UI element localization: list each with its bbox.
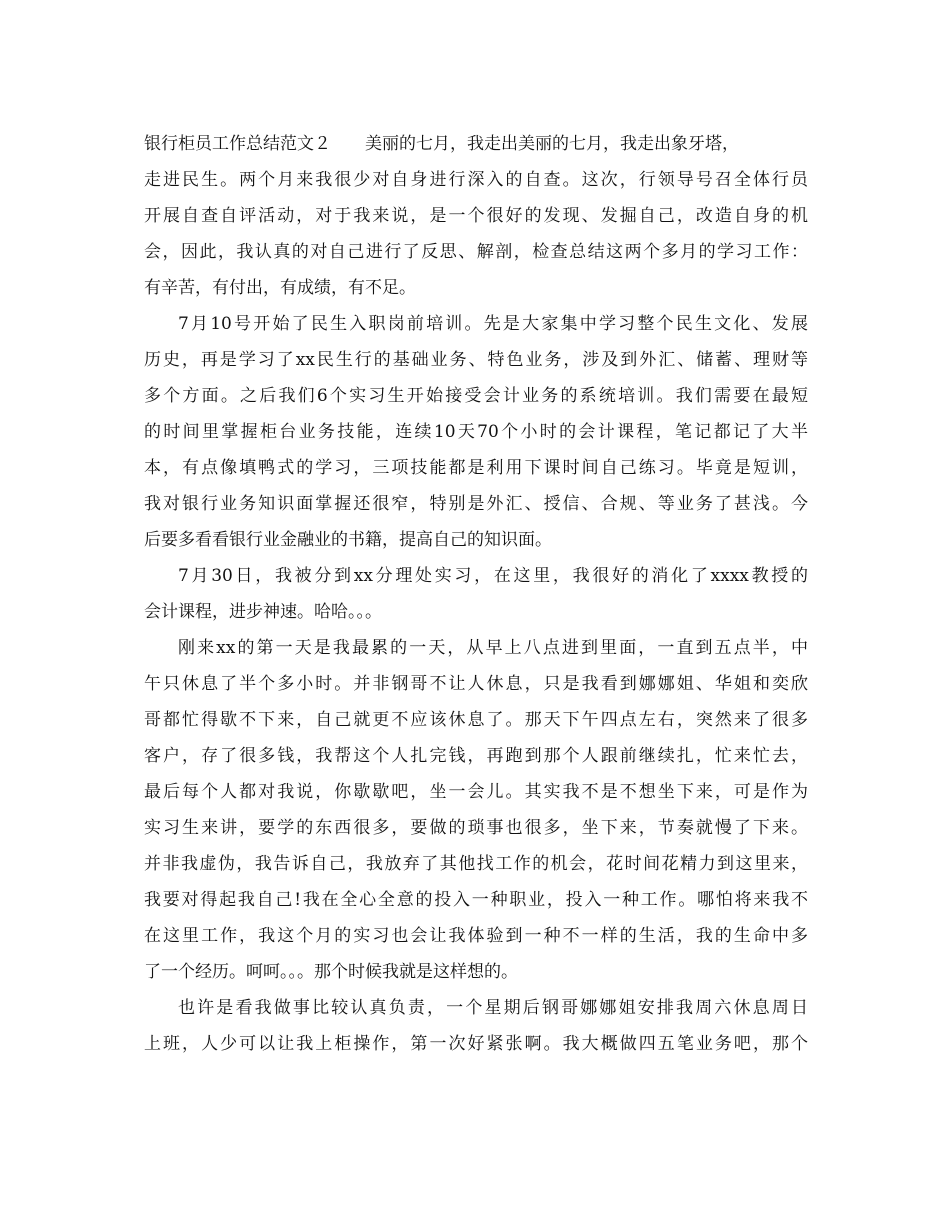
text-line: 我要对得起我自己!我在全心全意的投入一种职业，投入一种工作。哪怕将来我不 (144, 890, 808, 910)
paragraph-first-line: 7月30日，我被分到xx分理处实习，在这里，我很好的消化了xxxx教授的 (178, 566, 808, 586)
text-line: 开展自查自评活动，对于我来说，是一个很好的发现、发掘自己，改造自身的机 (144, 206, 808, 226)
text-line: 的时间里掌握柜台业务技能，连续10天70个小时的会计课程，笔记都记了大半 (144, 422, 808, 442)
text-line: 走进民生。两个月来我很少对自身进行深入的自查。这次，行领导号召全体行员 (144, 170, 808, 190)
text-line: 后要多看看银行业金融业的书籍，提高自己的知识面。 (144, 530, 552, 550)
paragraph-first-line: 刚来xx的第一天是我最累的一天，从早上八点进到里面，一直到五点半，中 (178, 638, 808, 658)
text-line: 午只休息了半个多小时。并非钢哥不让人休息，只是我看到娜娜姐、华姐和奕欣 (144, 674, 808, 694)
text-line: 会计课程，进步神速。哈哈。。。 (144, 602, 382, 622)
text-line: 哥都忙得歇不下来，自己就更不应该休息了。那天下午四点左右，突然来了很多 (144, 710, 808, 730)
text-line: 有辛苦，有付出，有成绩，有不足。 (144, 278, 416, 298)
text-line: 本，有点像填鸭式的学习，三项技能都是利用下课时间自己练习。毕竟是短训， (144, 458, 808, 478)
text-line: 最后每个人都对我说，你歇歇吧，坐一会儿。其实我不是不想坐下来，可是作为 (144, 782, 808, 802)
text-line: 多个方面。之后我们6个实习生开始接受会计业务的系统培训。我们需要在最短 (144, 386, 808, 406)
text-line: 在这里工作，我这个月的实习也会让我体验到一种不一样的生活，我的生命中多 (144, 926, 808, 946)
text-line: 实习生来讲，要学的东西很多，要做的琐事也很多，坐下来，节奏就慢了下来。 (144, 818, 808, 838)
text-line: 银行柜员工作总结范文２ 美丽的七月，我走出美丽的七月，我走出象牙塔， (144, 134, 739, 154)
text-line: 客户，存了很多钱，我帮这个人扎完钱，再跑到那个人跟前继续扎，忙来忙去， (144, 746, 808, 766)
text-line: 会，因此，我认真的对自己进行了反思、解剖，检查总结这两个多月的学习工作： (144, 242, 808, 262)
text-line: 我对银行业务知识面掌握还很窄，特别是外汇、授信、合规、等业务了甚浅。今 (144, 494, 808, 514)
paragraph-first-line: 也许是看我做事比较认真负责，一个星期后钢哥娜娜姐安排我周六休息周日 (178, 998, 808, 1018)
text-line: 历史，再是学习了xx民生行的基础业务、特色业务，涉及到外汇、储蓄、理财等 (144, 350, 808, 370)
text-line: 上班，人少可以让我上柜操作，第一次好紧张啊。我大概做四五笔业务吧，那个 (144, 1034, 808, 1054)
paragraph-first-line: 7月10号开始了民生入职岗前培训。先是大家集中学习整个民生文化、发展 (178, 314, 808, 334)
text-line: 了一个经历。呵呵。。。那个时候我就是这样想的。 (144, 962, 518, 982)
document-body (144, 126, 808, 1062)
text-line: 并非我虚伪，我告诉自己，我放弃了其他找工作的机会，花时间花精力到这里来， (144, 854, 808, 874)
